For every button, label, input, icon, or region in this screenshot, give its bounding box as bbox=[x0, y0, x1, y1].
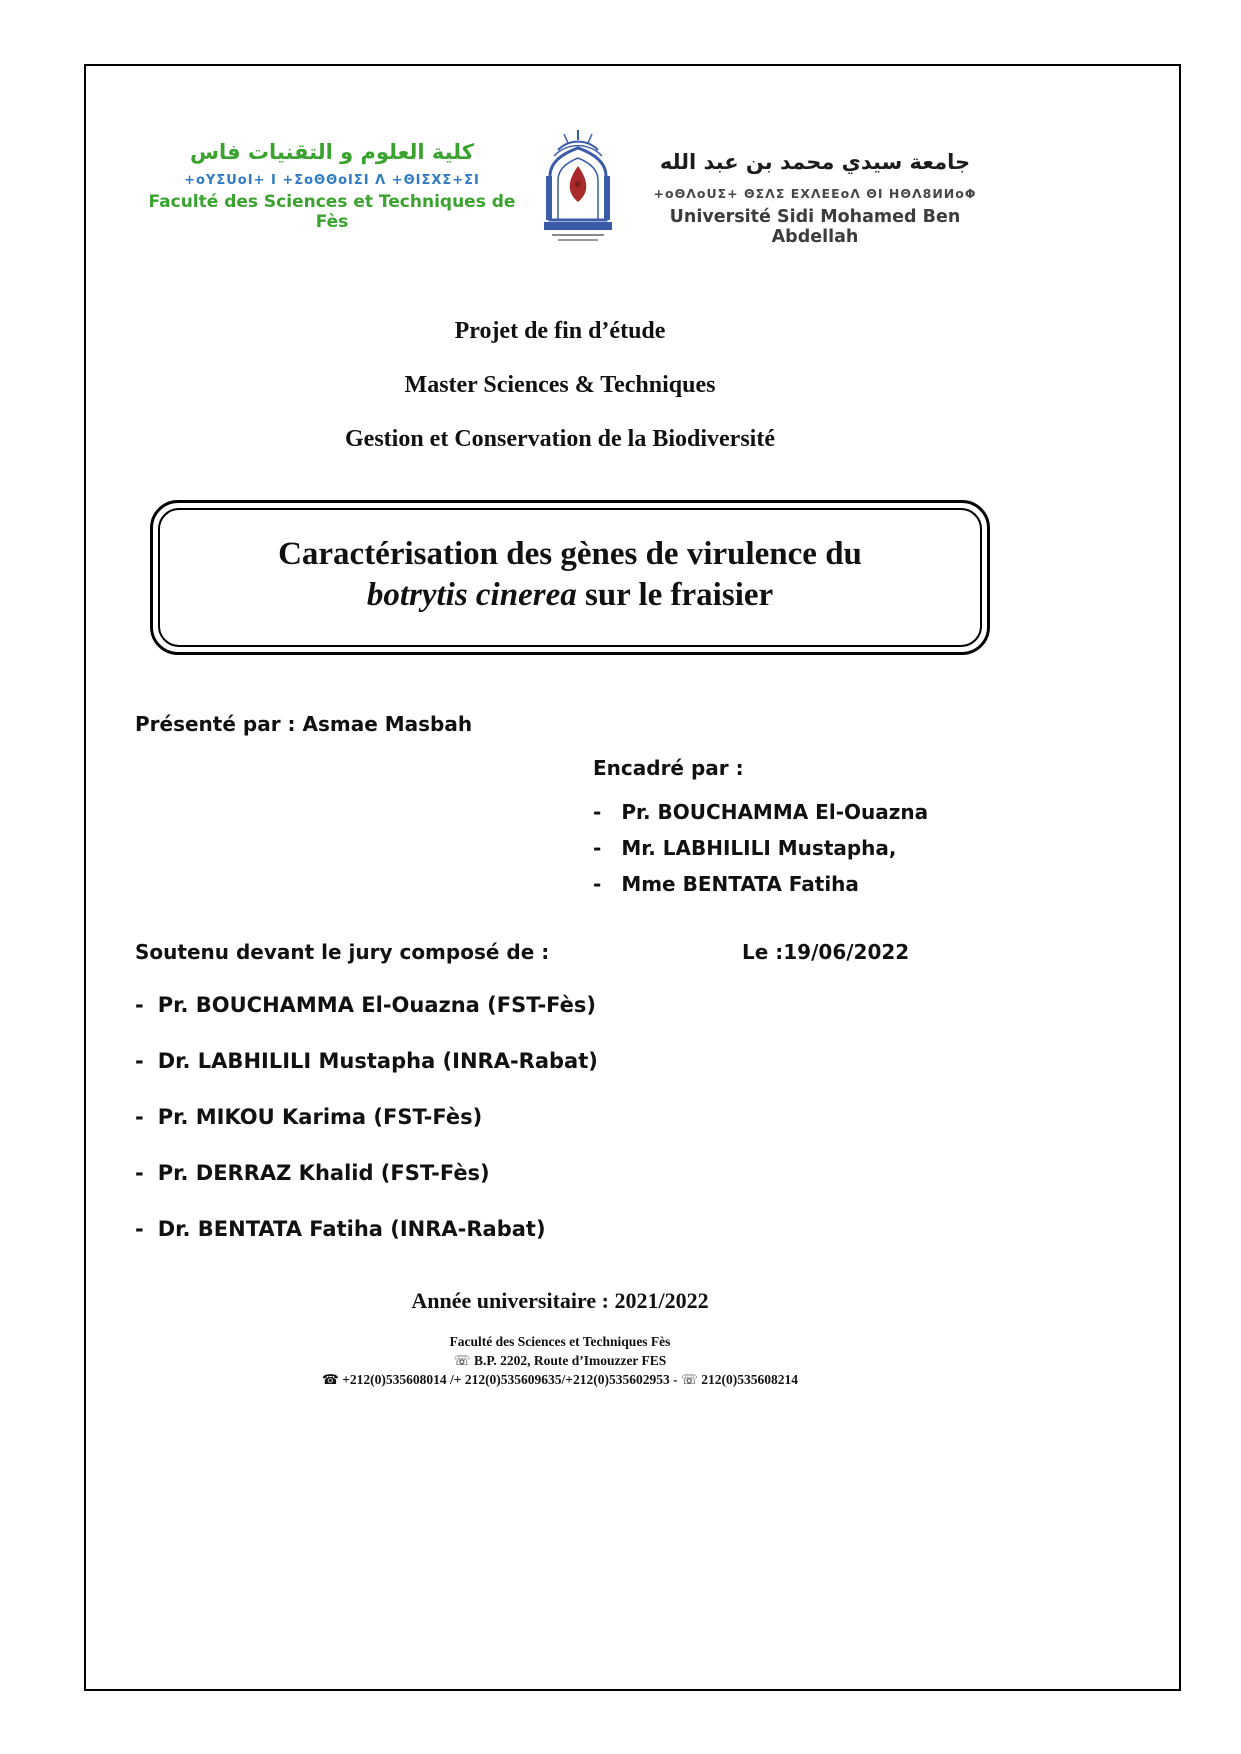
main-title-line2-rest: sur le fraisier bbox=[576, 577, 774, 614]
supervisor-name: Pr. BOUCHAMMA El-Ouazna bbox=[621, 800, 929, 824]
defense-date: Le :19/06/2022 bbox=[742, 940, 910, 964]
list-dash: - bbox=[135, 1161, 144, 1185]
footer-phones: +212(0)535608014 /+ 212(0)535609635/+212(0)535602953 - bbox=[342, 1372, 678, 1387]
list-dash: - bbox=[593, 872, 602, 896]
list-dash: - bbox=[135, 1049, 144, 1073]
jury-member bbox=[135, 993, 598, 1049]
jury-member-name: Pr. BOUCHAMMA El-Ouazna (FST-Fès) bbox=[157, 993, 597, 1017]
supervisor-name: Mme BENTATA Fatiha bbox=[621, 872, 859, 896]
jury-member-name: Pr. MIKOU Karima (FST-Fès) bbox=[157, 1105, 483, 1129]
jury-member-name: Dr. LABHILILI Mustapha (INRA-Rabat) bbox=[157, 1049, 598, 1073]
academic-year: Année universitaire : 2021/2022 bbox=[411, 1288, 709, 1313]
footer-address: B.P. 2202, Route d’Imouzzer FES bbox=[473, 1353, 667, 1368]
degree-line-speciality: Gestion et Conservation de la Biodiversité bbox=[345, 426, 775, 452]
supervisor-name: Mr. LABHILILI Mustapha, bbox=[621, 836, 897, 860]
degree-line-master: Master Sciences & Techniques bbox=[404, 372, 716, 398]
list-dash: - bbox=[135, 1105, 144, 1129]
main-title-box-inner bbox=[158, 508, 982, 647]
jury-member bbox=[135, 1049, 598, 1105]
main-title-species: botrytis cinerea bbox=[366, 577, 577, 614]
phone-icon: ☎ bbox=[321, 1372, 339, 1387]
university-name-french: Université Sidi Mohamed Ben Abdellah bbox=[669, 207, 961, 247]
jury-member-name: Pr. DERRAZ Khalid (FST-Fès) bbox=[157, 1161, 490, 1185]
jury-member bbox=[135, 1161, 598, 1217]
list-dash: - bbox=[135, 993, 144, 1017]
presented-by: Présenté par : Asmae Masbah bbox=[135, 712, 473, 736]
faculty-name-arabic: كلية العلوم و التقنيات فاس bbox=[190, 140, 474, 164]
address-phone-icon: ☏ bbox=[453, 1353, 471, 1368]
list-dash: - bbox=[593, 800, 602, 824]
university-crest-icon bbox=[528, 124, 628, 254]
supervised-heading: Encadré par : bbox=[593, 756, 744, 780]
footer-phone-line bbox=[135, 1370, 985, 1389]
list-dash: - bbox=[593, 836, 602, 860]
degree-line-project: Projet de fin d’étude bbox=[454, 318, 666, 344]
main-title-line1: Caractérisation des gènes de virulence du bbox=[278, 536, 862, 572]
footer-fax: 212(0)535608214 bbox=[701, 1372, 799, 1387]
jury-member-name: Dr. BENTATA Fatiha (INRA-Rabat) bbox=[157, 1217, 546, 1241]
faculty-block bbox=[148, 140, 516, 232]
university-name-tifinagh: +oΘΛoUΣ+ ΘΣΛΣ ΕΧΛΕΕoΛ ΘΙ ΗΘΛ8ИИoΦ bbox=[653, 186, 977, 201]
faculty-name-tifinagh: +oYΣUoI+ I +ΣoΘΘoIΣI Λ +ΘΙΣΧΣ+ΣΙ bbox=[184, 173, 480, 188]
jury-heading-row bbox=[135, 940, 985, 964]
main-title-line2 bbox=[172, 575, 968, 616]
supervisor-item bbox=[593, 866, 928, 902]
university-name-arabic: جامعة سيدي محمد بن عبد الله bbox=[659, 150, 971, 174]
footer-faculty-name: Faculté des Sciences et Techniques Fès bbox=[449, 1334, 671, 1349]
university-logo bbox=[528, 124, 628, 254]
fax-icon: ☏ bbox=[681, 1372, 698, 1387]
jury-heading: Soutenu devant le jury composé de : bbox=[135, 940, 550, 964]
supervised-section bbox=[593, 756, 928, 902]
footer-address-line bbox=[135, 1351, 985, 1370]
jury-list bbox=[135, 993, 598, 1273]
jury-member bbox=[135, 1105, 598, 1161]
university-block bbox=[645, 150, 985, 247]
supervisor-item bbox=[593, 830, 928, 866]
supervised-list bbox=[593, 794, 928, 902]
jury-member bbox=[135, 1217, 598, 1273]
list-dash: - bbox=[135, 1217, 144, 1241]
main-title-box bbox=[150, 500, 990, 655]
footer-contact bbox=[135, 1332, 985, 1389]
supervisor-item bbox=[593, 794, 928, 830]
faculty-name-french: Faculté des Sciences et Techniques de Fès bbox=[148, 192, 516, 232]
